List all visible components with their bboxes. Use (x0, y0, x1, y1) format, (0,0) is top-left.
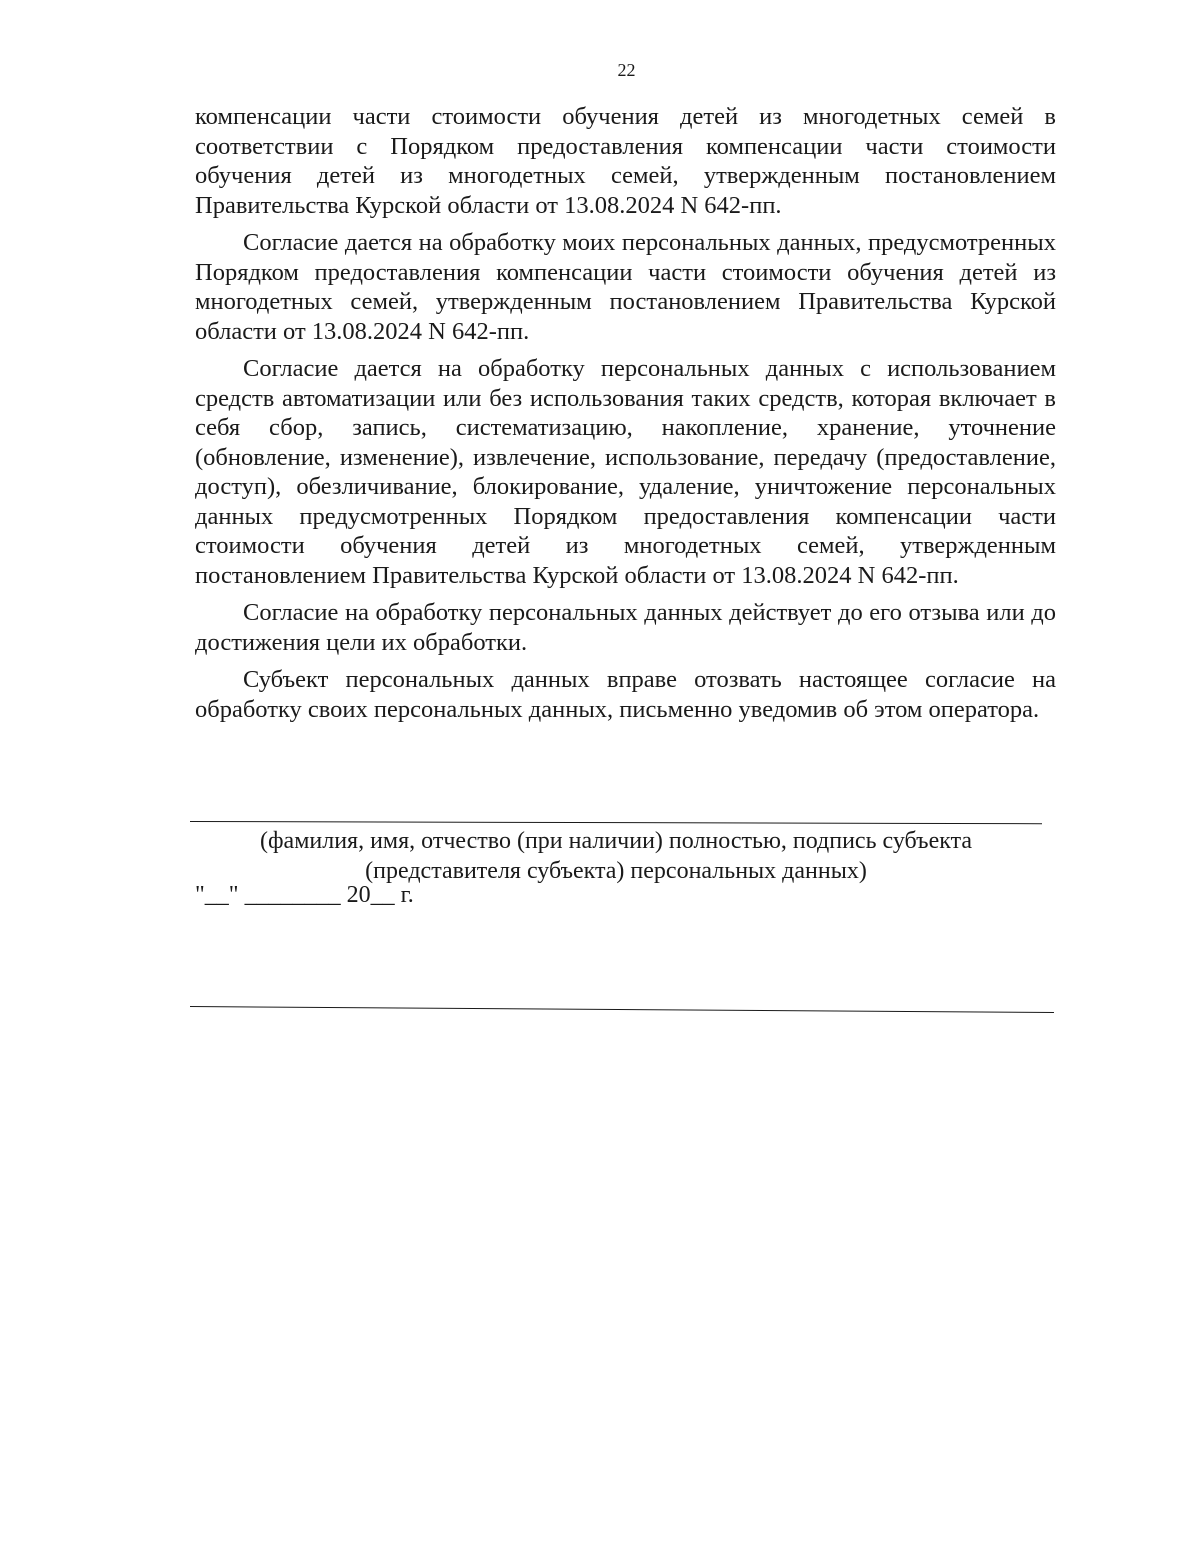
paragraph-consent-scope: Согласие дается на обработку моих персональных данных, предусмотренных Порядком предоставления компенсации части стоимости обучения детей из многодетных семей, утвержденным постановлением Правительства Курской области от 13.08.2024 N 642-пп. (195, 229, 1056, 345)
paragraph-validity: Согласие на обработку персональных данных действует до его отзыва или до достижения цели их обработки. (195, 599, 1056, 656)
signature-caption-line-2: (представителя субъекта) персональных данных) (365, 858, 867, 884)
footnote-separator-line (190, 1006, 1054, 1013)
page-number: 22 (617, 60, 636, 80)
paragraph-processing-actions: Согласие дается на обработку персональных данных с использованием средств автоматизации или без использования таких средств, которая включает в себя сбор, запись, систематизацию, накопление, хранение, уточнение (обновление, изменение), извлечение, использование, передачу (предоставление, доступ), обезличивание, блокирование, удаление, уничтожение персональных данных предусмотренных Порядком предоставления компенсации части стоимости обучения детей из многодетных семей, утвержденным постановлением Правительства Курской области от 13.08.2024 N 642-пп. (195, 355, 1056, 589)
signature-date: "__" ________ 20__ г. (195, 882, 414, 908)
paragraph-continuation: компенсации части стоимости обучения детей из многодетных семей в соответствии с Порядком предоставления компенсации части стоимости обучения детей из многодетных семей, утвержденным постановлением Правительства Курской области от 13.08.2024 N 642-пп. (195, 103, 1056, 219)
signature-line (190, 821, 1042, 824)
paragraph-withdrawal: Субъект персональных данных вправе отозвать настоящее согласие на обработку своих персональных данных, письменно уведомив об этом оператора. (195, 666, 1056, 723)
signature-caption (190, 826, 1042, 886)
document-body (195, 102, 1056, 732)
signature-caption-line-1: (фамилия, имя, отчество (при наличии) полностью, подпись субъекта (260, 828, 972, 854)
